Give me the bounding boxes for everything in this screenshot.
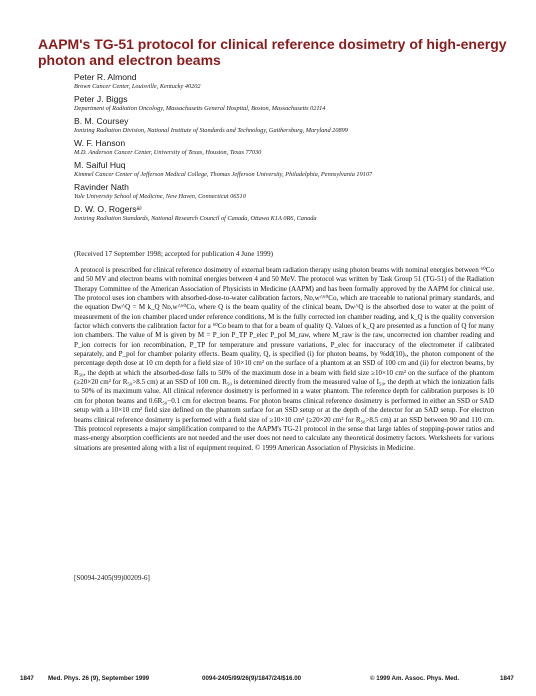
footer-journal-citation: Med. Phys. 26 (9), September 1999 (48, 675, 150, 682)
author-entry (74, 138, 514, 157)
author-affiliation: Yale University School of Medicine, New Haven, Connecticut 06510 (74, 193, 246, 200)
author-affiliation: Department of Radiation Oncology, Massachusetts General Hospital, Boston, Massachusetts 02114 (74, 105, 326, 112)
page-footer (20, 674, 520, 684)
author-entry (74, 182, 514, 201)
author-name: W. F. Hanson (74, 138, 126, 148)
author-entry (74, 204, 514, 223)
author-entry (74, 94, 514, 113)
footer-copyright: © 1999 Am. Assoc. Phys. Med. (370, 675, 460, 682)
abstract-text: A protocol is prescribed for clinical reference dosimetry of external beam radiation therapy using photon beams with nominal energies between ⁶⁰Co and 50 MV and electron beams with nominal energies between 4 and 50 MeV. The protocol was written by Task Group 51 (TG-51) of the Radiation Therapy Committee of the American Association of Physicists in Medicine (AAPM) and has been formally approved by the AAPM for clinical use. The protocol uses ion chambers with absorbed-dose-to-water calibration factors, Nᴅ,ᴡ^⁶⁰Co, which are traceable to national primary standards, and the equation Dᴡ^Q = M k_Q Nᴅ,ᴡ^⁶⁰Co, where Q is the beam quality of the clinical beam, Dᴡ^Q is the absorbed dose to water at the point of measurement of the ion chamber placed under reference conditions, M is the fully corrected ion chamber reading, and k_Q is the quality conversion factor which converts the calibration factor for a ⁶⁰Co beam to that for a beam of quality Q. Values of k_Q are presented as a function of Q for many ion chambers. The value of M is given by M = P_ion P_TP P_elec P_pol M_raw, where M_raw is the raw, uncorrected ion chamber reading and P_ion corrects for ion recombination, P_TP for temperature and pressure variations, P_elec for inaccuracy of the electrometer if calibrated separately, and P_pol for chamber polarity effects. Beam quality, Q, is specified (i) for photon beams, by %dd(10)ₓ, the photon component of the percentage depth dose at 10 cm depth for a field size of 10×10 cm² on the surface of a phantom at an SSD of 100 cm and (ii) for electron beams, by R₅₀, the depth at which the absorbed-dose falls to 50% of the maximum dose in a beam with field size ≥10×10 cm² on the surface of the phantom (≥20×20 cm² for R₅₀>8.5 cm) at an SSD of 100 cm. R₅₀ is determined directly from the measured value of I₅₀, the depth at which the ionization falls to 50% of its maximum value. All clinical reference dosimetry is performed in a water phantom. The reference depth for calibration purposes is 10 cm for photon beams and 0.6R₅₀−0.1 cm for electron beams. For photon beams clinical reference dosimetry is performed in either an SSD or SAD setup with a 10×10 cm² field size defined on the phantom surface for an SSD setup or at the depth of the detector for an SAD setup. For electron beams clinical reference dosimetry is performed with a field size of ≥10×10 cm² (≥20×20 cm² for R₅₀>8.5 cm) at an SSD between 90 and 110 cm. This protocol represents a major simplification compared to the AAPM's TG-21 protocol in the sense that large tables of stopping-power ratios and mass-energy absorption coefficients are not needed and the user does not need to calculate any theoretical dosimetry factors. Worksheets for various situations are presented along with a list of equipment required. © 1999 American Association of Physicists in Medicine. (74, 266, 494, 452)
author-entry (74, 160, 514, 179)
author-entry (74, 116, 514, 135)
author-name: Peter J. Biggs (74, 94, 128, 104)
footer-page-number-left: 1847 (20, 675, 34, 682)
author-affiliation: M.D. Anderson Cancer Center, University of Texas, Houston, Texas 77030 (74, 149, 262, 156)
author-affiliation: Kimmel Cancer Center of Jefferson Medical College, Thomas Jefferson University, Philadelphia, Pennsylvania 19107 (74, 171, 373, 178)
author-name: Peter R. Almond (74, 72, 137, 82)
abstract (74, 266, 494, 453)
author-list (74, 72, 514, 226)
author-name: B. M. Coursey (74, 116, 129, 126)
author-name: Ravinder Nath (74, 182, 129, 192)
author-affiliation: Brown Cancer Center, Louisville, Kentucky 40202 (74, 83, 201, 90)
doi-code: [S0094-2405(99)00209-6] (74, 574, 150, 582)
author-name: M. Saiful Huq (74, 160, 126, 170)
author-name: D. W. O. Rogersᵃ⁾ (74, 204, 142, 214)
received-dates: (Received 17 September 1998; accepted for publication 4 June 1999) (74, 250, 273, 258)
author-entry (74, 72, 514, 91)
footer-article-code: 0094-2405/99/26(9)/1847/24/$16.00 (202, 675, 302, 682)
footer-page-number-right: 1847 (500, 675, 514, 682)
author-affiliation: Ionizing Radiation Standards, National Research Council of Canada, Ottawa K1A 0R6, Canada (74, 215, 317, 222)
article-title: AAPM's TG-51 protocol for clinical reference dosimetry of high-energy photon and electron beams (38, 36, 507, 68)
author-affiliation: Ionizing Radiation Division, National Institute of Standards and Technology, Gaithersburg, Maryland 20899 (74, 127, 348, 134)
